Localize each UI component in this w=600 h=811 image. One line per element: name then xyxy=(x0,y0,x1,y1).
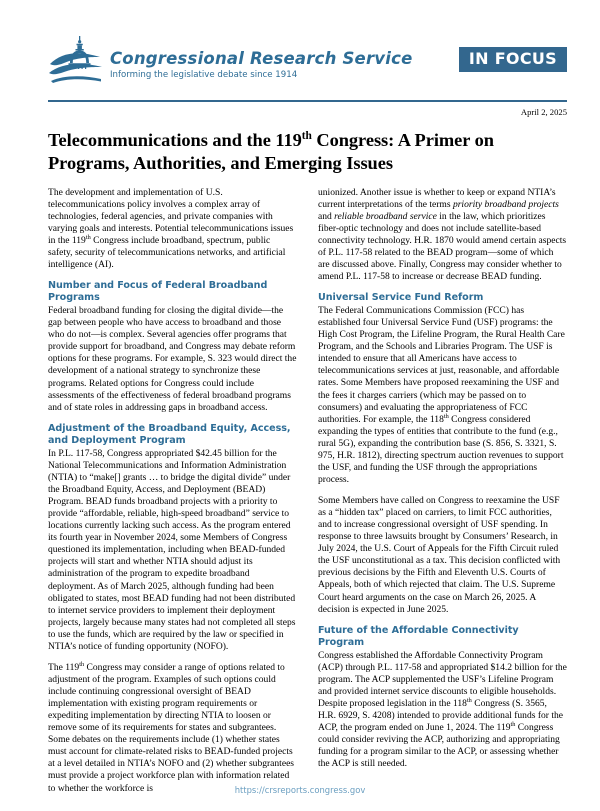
section3-p1-text-b: Congress considered expanding the types of entities that contribute to the fund (e.g., rural 5G), expanding the contribution base (S. 856, S. 3321, S. 975, H.R. 1812), directing spectrum auction revenues to support the USF, and funding the USF through the appropriations process. xyxy=(318,413,564,485)
brand-text-block xyxy=(110,34,412,81)
masthead xyxy=(48,34,567,96)
section3-p1-ordinal: th xyxy=(443,412,449,420)
crs-brand xyxy=(48,34,412,87)
section4-p1-text-b: Congress (S. 3565, H.R. 6929, S. 4208) intended to provide additional funds for the ACP, the program ended on June 1, 2024. The 119 xyxy=(318,698,564,734)
section4-p1-text-c: Congress could consider reviving the ACP, authorizing and appropriating funding for a program similar to the ACP, or assessing whether the ACP is still needed. xyxy=(318,722,560,770)
left-column xyxy=(48,187,297,795)
section2-p2-text-b: Congress may consider a range of options related to adjustment of the program. Examples of such options could include continuing congressional oversight of BEAD implementation with existing program requirements or expediting implementation by directing NTIA to loosen or remove some of its requirements for states and subgrantees. Some debates on the requirements include (1) whether states must account for climate-related risks to BEAD-funded projects at a level detailed in NTIA’s NOFO and (2) whether subgrantees must provide a project workforce plan with information related to whether the workforce is xyxy=(48,661,295,794)
document-title-part2: Congress: A Primer on Programs, Authorities, and Emerging Issues xyxy=(48,130,494,173)
document-title-part1: Telecommunications and the 119 xyxy=(48,130,302,151)
section-heading-acp-future: Future of the Affordable Connectivity Program xyxy=(318,624,519,648)
cont-text-c: in the law, which prioritizes fiber-optic technology and does not include satellite-based connectivity technology. H.R. 1870 would amend certain aspects of P.L. 117-58 related to the BEAD program—some of which are discussed above. Finally, Congress may consider whether to amend P.L. 117-58 to increase or decrease BEAD funding. xyxy=(318,210,567,282)
section3-paragraph-1 xyxy=(318,305,567,486)
section-heading-usf-reform: Universal Service Fund Reform xyxy=(318,292,484,304)
brand-tagline: Informing the legislative debate since 1914 xyxy=(110,70,298,81)
section4-paragraph-1 xyxy=(318,650,567,771)
section2-p2-text-a: The 119 xyxy=(48,661,80,673)
intro-text-b: Congress include broadband, spectrum, public safety, security of telecommunications networks, and artificial intelligence (AI). xyxy=(48,234,286,270)
section3-paragraph-2: Some Members have called on Congress to reexamine the USF as a “hidden tax” placed on carriers, to limit FCC authorities, and to increase congressional oversight of USF spending. In response to three lawsuits brought by Consumers’ Research, in July 2024, the U.S. Court of Appeals for the Fifth Circuit ruled the USF unconstitutional as a tax. This decision conflicted with previous decisions by the Fifth and Eleventh U.S. Courts of Appeals, both of which rejected that claim. The U.S. Supreme Court heard arguments on the case on March 26, 2025. A decision is expected in June 2025. xyxy=(318,495,561,615)
crs-in-focus-page xyxy=(0,34,600,811)
document-title-ordinal: th xyxy=(301,130,312,143)
masthead-divider xyxy=(48,100,567,102)
intro-ordinal: th xyxy=(85,233,91,241)
section2-p2-ordinal: th xyxy=(79,660,85,668)
title-block xyxy=(48,107,567,174)
capitol-dome-icon xyxy=(48,35,104,87)
intro-text-a: The development and implementation of U.S. telecommunications policy involves a complex array of technologies, federal agencies, and private companies with varying goals and interests. Potential telecommunications issues in the 119 xyxy=(48,186,294,246)
section1-paragraph-1: Federal broadband funding for closing the digital divide—the gap between people who have access to broadband and those who do not—is complex. Several agencies offer programs that provide support for broadband, and Congress may debate reform options for these programs. For example, S. 323 would direct the development of a national strategy to synchronize these programs. Related options for Congress could include assessments of the effectiveness of federal broadband programs and of state roles in addressing gaps in broadband access. xyxy=(48,305,297,413)
crsreports-url-link[interactable]: https://crsreports.congress.gov xyxy=(234,785,366,795)
term-reliable-broadband-service: reliable broadband service xyxy=(334,210,437,222)
continuation-paragraph xyxy=(318,187,567,284)
section4-p1-ordinal-1: th xyxy=(466,696,472,704)
section4-p1-text-a: Congress established the Affordable Connectivity Program (ACP) through P.L. 117-58 and appropriated $14.2 billion for the program. The ACP supplemented the USF’s Lifeline Program and provided internet service discounts to eligible households. Despite proposed legislation in the 118 xyxy=(318,649,567,710)
section3-p1-text-a: The Federal Communications Commission (FCC) has established four Universal Service Fund (USF) programs: the High Cost Program, the Lifeline Program, the Rural Health Care Program, and the Schools and Libraries Program. The USF is intended to ensure that all Americans have access to telecommunications services at just, reasonable, and affordable rates. Some Members have proposed reexamining the USF and the fees it charges carriers (which may be passed on to consumers) and evaluating the appropriateness of FCC authorities. For example, the 118 xyxy=(318,305,565,425)
brand-title: Congressional Research Service xyxy=(110,49,413,68)
right-column xyxy=(318,187,567,771)
section-heading-federal-broadband-programs: Number and Focus of Federal Broadband Programs xyxy=(48,279,268,304)
term-priority-broadband-projects: priority broadband projects xyxy=(452,198,559,210)
document-title xyxy=(48,129,567,174)
cont-text-a: unionized. Another issue is whether to keep or expand NTIA’s current interpretations of the terms xyxy=(318,186,556,210)
section4-p1-ordinal-2: th xyxy=(510,721,516,729)
body-columns xyxy=(48,187,567,795)
page-footer xyxy=(0,780,600,798)
section2-paragraph-1: In P.L. 117-58, Congress appropriated $42.45 billion for the National Telecommunications and Information Administration (NTIA) to “make[] grants … to bridge the digital divide” under the Broadband Equity, Access, and Deployment (BEAD) Program. BEAD funds broadband projects with a priority to provide “affordable, reliable, high-speed broadband” service to locations currently lacking such access. As the program entered its fourth year in November 2024, some Members of Congress questioned its implementation, including when BEAD-funded projects will start and whether NTIA should adjust its administration of the program to expedite broadband deployment. As of March 2025, although funding had been obligated to states, most BEAD funding had not been distributed to internet service providers to implement their deployment projects, largely because many states had not completed all steps to use the funds, which are required by the law or specified in NTIA’s notice of funding opportunity (NOFO). xyxy=(48,447,296,652)
cont-text-b: and xyxy=(318,210,335,222)
section2-paragraph-2 xyxy=(48,662,297,795)
in-focus-badge: IN FOCUS xyxy=(459,47,567,72)
document-date: April 2, 2025 xyxy=(520,107,567,117)
section-heading-bead-adjustment: Adjustment of the Broadband Equity, Access, and Deployment Program xyxy=(48,422,291,446)
intro-paragraph xyxy=(48,187,297,271)
